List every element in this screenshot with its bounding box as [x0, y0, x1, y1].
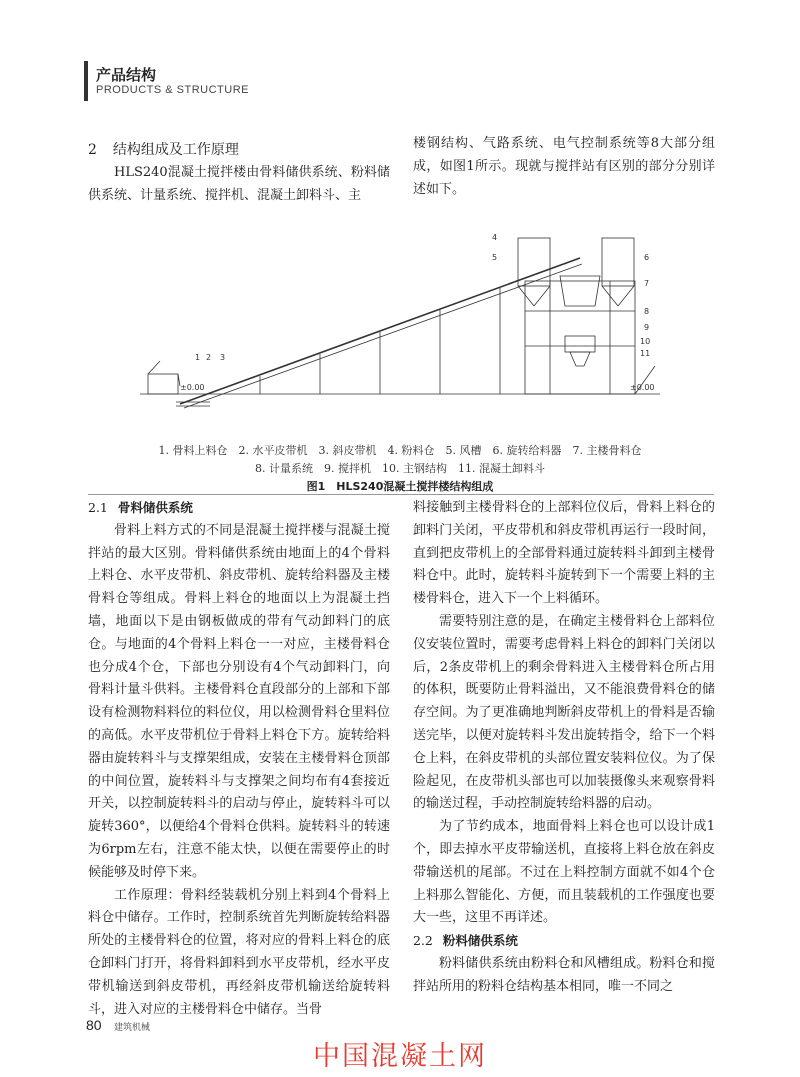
- subsection-2-2: [413, 930, 715, 953]
- figure-legend-line2: 8. 计量系统 9. 搅拌机 10. 主钢结构 11. 混凝土卸料斗: [255, 462, 545, 475]
- label-2: 2: [206, 353, 212, 362]
- label-3: 3: [220, 353, 226, 362]
- paragraph: 料接触到主楼骨料仓的上部料位仪后，骨料上料仓的卸料门关闭，平皮带机和斜皮带机再运行一段时间，直到把皮带机上的全部骨料通过旋转料斗卸到主楼骨料仓中。此时，旋转料斗旋转到下一个需要上料的主楼骨料仓，进入下一个上料循环。: [413, 500, 715, 607]
- tower-aggregate-bin: [560, 276, 600, 306]
- label-1: 1: [195, 353, 201, 362]
- subsection-2-1-num: 2.1: [88, 500, 108, 515]
- subsection-2-2-title: 粉料储供系统: [442, 933, 518, 949]
- section-number: 2: [88, 142, 97, 158]
- paragraph: 为了节约成本，地面骨料上料仓也可以设计成1个，即去掉水平皮带输送机，直接将上料仓放在斜皮带输送机的尾部。不过在上料控制方面就不如4个仓上料那么智能化、方便，而且装载机的工作强度也要大一些，这里不再详述。: [413, 819, 715, 926]
- paragraph: 粉料储供系统由粉料仓和风槽组成。粉料仓和搅拌站所用的粉料仓结构基本相同，唯一不同之: [413, 955, 715, 994]
- intro-left: [88, 162, 390, 208]
- level-left: ±0.00: [180, 383, 205, 392]
- label-10: 10: [640, 337, 651, 346]
- label-8: 8: [644, 307, 650, 316]
- section-title: [88, 139, 239, 159]
- intro-right: [413, 133, 715, 201]
- label-6: 6: [644, 253, 650, 262]
- label-4: 4: [492, 233, 498, 242]
- section-header-en: PRODUCTS & STRUCTURE: [96, 84, 250, 96]
- right-column: [413, 497, 715, 999]
- label-7: 7: [644, 279, 650, 288]
- level-right: ±0.00: [630, 383, 655, 392]
- label-9: 9: [644, 323, 650, 332]
- subsection-2-2-num: 2.2: [413, 933, 433, 949]
- section-header-zh: 产品结构: [96, 66, 157, 84]
- figure-legend-line1: 1. 骨料上料仓 2. 水平皮带机 3. 斜皮带机 4. 粉料仓 5. 风槽 6. 旋转给料器 7. 主楼骨料仓: [158, 444, 642, 457]
- paragraph: 工作原理：骨料经装载机分别上料到4个骨料上料仓中储存。工作时，控制系统首先判断旋转给料器所处的主楼骨料仓的位置，将对应的骨料上料仓的底仓卸料门打开，将骨料卸料到水平皮带机，经水平皮带机输送到斜皮带机，再经斜皮带机输送给旋转料斗，进入对应的主楼骨料仓中储存。当骨: [88, 887, 390, 1017]
- section-title-text: 结构组成及工作原理: [112, 142, 239, 158]
- mixer: [565, 336, 595, 352]
- paragraph: 骨料上料方式的不同是混凝土搅拌楼与混凝土搅拌站的最大区别。骨料储供系统由地面上的4个骨料上料仓、水平皮带机、斜皮带机、旋转给料器及主楼骨料仓等组成。骨料上料仓的地面以上为混凝土挡墙，地面以下是由钢板做成的带有气动卸料门的底仓。与地面的4个骨料上料仓一一对应，主楼骨料仓也分成4个仓，下部也分别设有4个气动卸料门，向骨料计量斗供料。主楼骨料仓直段部分的上部和下部设有检测物料料位的料位仪，用以检测骨料仓里料位的高低。水平皮带机位于骨料上料仓下方。旋转给料器由旋转料斗与支撑架组成，安装在主楼骨料仓顶部的中间位置，旋转料斗与支撑架之间均布有4套接近开关，以控制旋转料斗的启动与停止，旋转料斗可以旋转360°，以便给4个骨料仓供料。旋转料斗的转速为6rpm左右，注意不能太快，以便在需要停止的时候能够及时停下来。: [88, 522, 390, 880]
- aggregate-hopper: [148, 374, 178, 394]
- subsection-2-1: [88, 497, 390, 520]
- intro-right-text: 楼钢结构、气路系统、电气控制系统等8大部分组成，如图1所示。现就与搅拌站有区别的部分分别详述如下。: [413, 136, 715, 197]
- label-5: 5: [492, 253, 498, 262]
- subsection-2-1-title: 骨料储供系统: [117, 500, 193, 515]
- figure-caption: 图1 HLS240混凝土搅拌楼结构组成: [306, 480, 494, 493]
- magazine-name: 建筑机械: [114, 1023, 151, 1033]
- powder-silo: [602, 238, 634, 286]
- divider: [88, 494, 714, 495]
- discharge-hopper: [570, 352, 590, 366]
- watermark: 中国混凝土网: [313, 1041, 487, 1072]
- header-bar: [84, 61, 88, 101]
- paragraph: 需要特别注意的是，在确定主楼骨料仓上部料位仪安装位置时，需要考虑骨料上料仓的卸料门关闭以后，2条皮带机上的剩余骨料进入主楼骨料仓所占用的体积，既要防止骨料溢出，又不能浪费骨料仓的储存空间。为了更准确地判断斜皮带机上的骨料是否输送完毕，以便对旋转料斗发出旋转指令，给下一个料仓上料，在斜皮带机的头部位置安装料位仪。为了保险起见，在皮带机头部也可以加装摄像头来观察骨料的输送过程，手动控制旋转给料器的启动。: [413, 613, 715, 812]
- main-tower: [525, 281, 635, 394]
- plant-structure-drawing: [140, 226, 660, 438]
- page-number: 80: [86, 1017, 102, 1033]
- left-column: [88, 497, 390, 1021]
- intro-left-text: HLS240混凝土搅拌楼由骨料储供系统、粉料储供系统、计量系统、搅拌机、混凝土卸料斗、主: [88, 165, 390, 203]
- label-11: 11: [640, 349, 651, 358]
